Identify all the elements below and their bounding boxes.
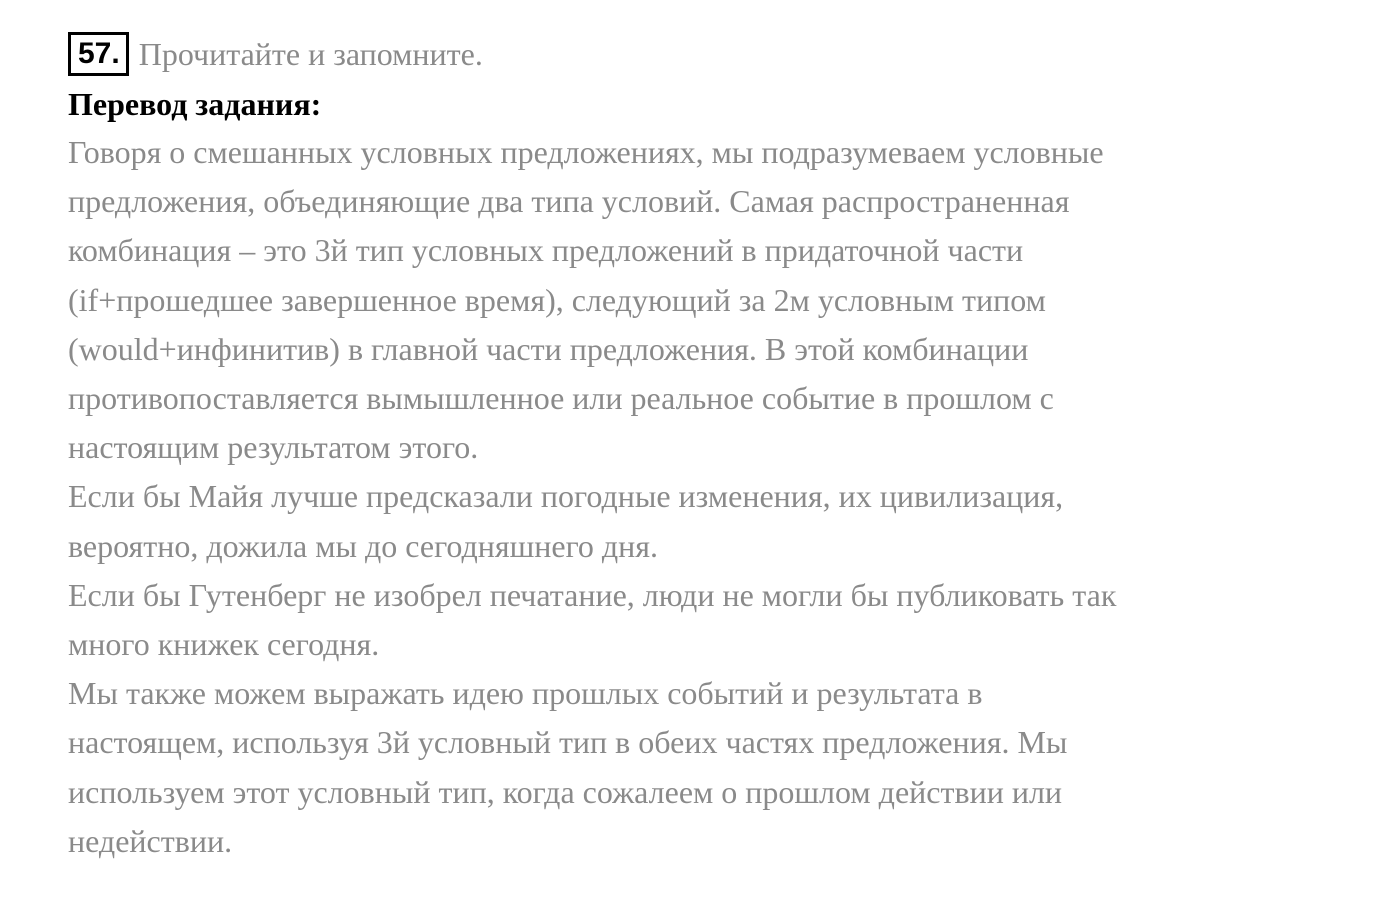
task-number-badge: 57. [68,32,129,76]
paragraph-4 [68,669,1368,866]
paragraph-line: Говоря о смешанных условных предложениях, мы подразумеваем условные [68,134,1104,170]
paragraph-line: Мы также можем выражать идею прошлых событий и результата в [68,675,983,712]
paragraph-line: комбинация – это 3й тип условных предложений в придаточной части [68,232,1024,269]
task-instruction: Прочитайте и запомните. [138,36,483,72]
paragraph-line: недействии. [68,822,233,859]
paragraph-line: вероятно, дожила мы до сегодняшнего дня. [68,527,659,564]
paragraph-3 [68,571,1368,669]
paragraph-line: (if+прошедшее завершенное время), следующий за 2м условным типом [68,281,1046,318]
paragraph-line: Если бы Майя лучше предсказали погодные изменения, их цивилизация, [68,478,1064,515]
section-title: Перевод задания: [68,86,322,122]
paragraph-line: предложения, объединяющие два типа условий. Самая распространенная [68,183,1070,220]
paragraph-line: настоящем, используя 3й условный тип в обеих частях предложения. Мы [68,724,1068,761]
paragraph-line: настоящим результатом этого. [68,429,479,466]
paragraph-line: противопоставляется вымышленное или реальное событие в прошлом с [68,380,1054,417]
paragraph-line: (would+инфинитив) в главной части предложения. В этой комбинации [68,330,1029,367]
paragraph-2 [68,472,1368,570]
task-header [68,30,1368,78]
paragraph-line: Если бы Гутенберг не изобрел печатание, люди не могли бы публиковать так [68,576,1117,613]
paragraph-line: используем этот условный тип, когда сожалеем о прошлом действии или [68,773,1063,810]
paragraph-list [68,128,1368,866]
paragraph-1 [68,128,1368,472]
document-page [68,30,1368,866]
paragraph-line: много книжек сегодня. [68,626,380,663]
